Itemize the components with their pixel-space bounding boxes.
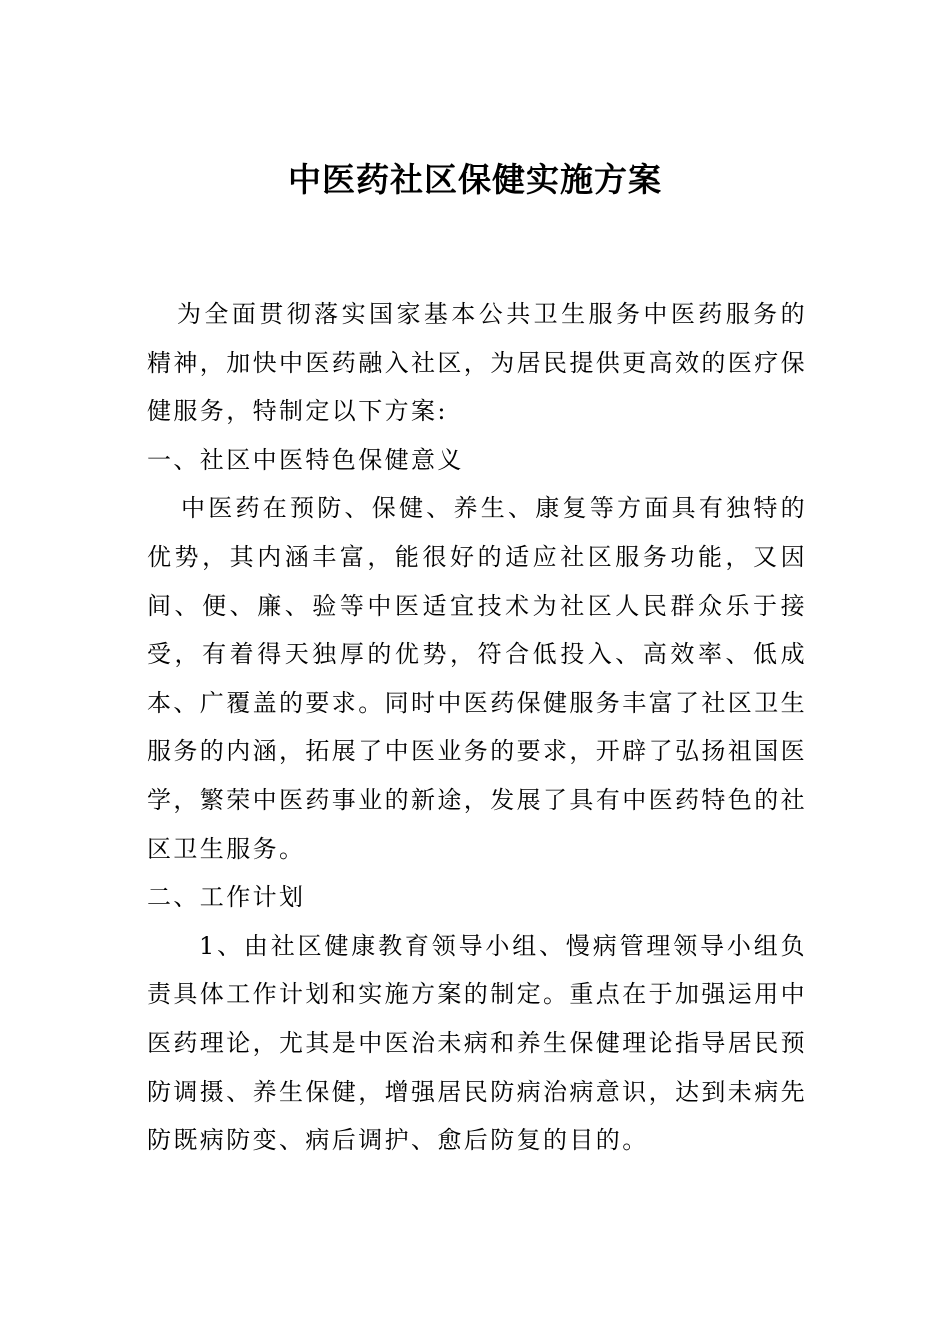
significance-paragraph: 中医药在预防、保健、养生、康复等方面具有独特的优势，其内涵丰富，能很好的适应社区服务功能，又因间、便、廉、验等中医适宜技术为社区人民群众乐于接受，有着得天独厚的优势，符合低投入、高效率、低成本、广覆盖的要求。同时中医药保健服务丰富了社区卫生服务的内涵，拓展了中医业务的要求，开辟了弘扬祖国医学，繁荣中医药事业的新途，发展了具有中医药特色的社区卫生服务。 — [147, 494, 807, 863]
work-plan-item-1: 1、由社区健康教育领导小组、慢病管理领导小组负责具体工作计划和实施方案的制定。重点在于加强运用中医药理论，尤其是中医治未病和养生保健理论指导居民预防调摄、养生保健，增强居民防病治病意识，达到未病先防既病防变、病后调护、愈后防复的目的。 — [147, 931, 807, 1155]
section-heading-significance: 一、社区中医特色保健意义 — [147, 445, 464, 474]
intro-paragraph: 为全面贯彻落实国家基本公共卫生服务中医药服务的精神，加快中医药融入社区，为居民提供更高效的医疗保健服务，特制定以下方案: — [147, 300, 807, 426]
document-body — [147, 290, 807, 1165]
section-heading-work-plan: 二、工作计划 — [147, 883, 306, 912]
document-title: 中医药社区保健实施方案 — [288, 160, 662, 199]
